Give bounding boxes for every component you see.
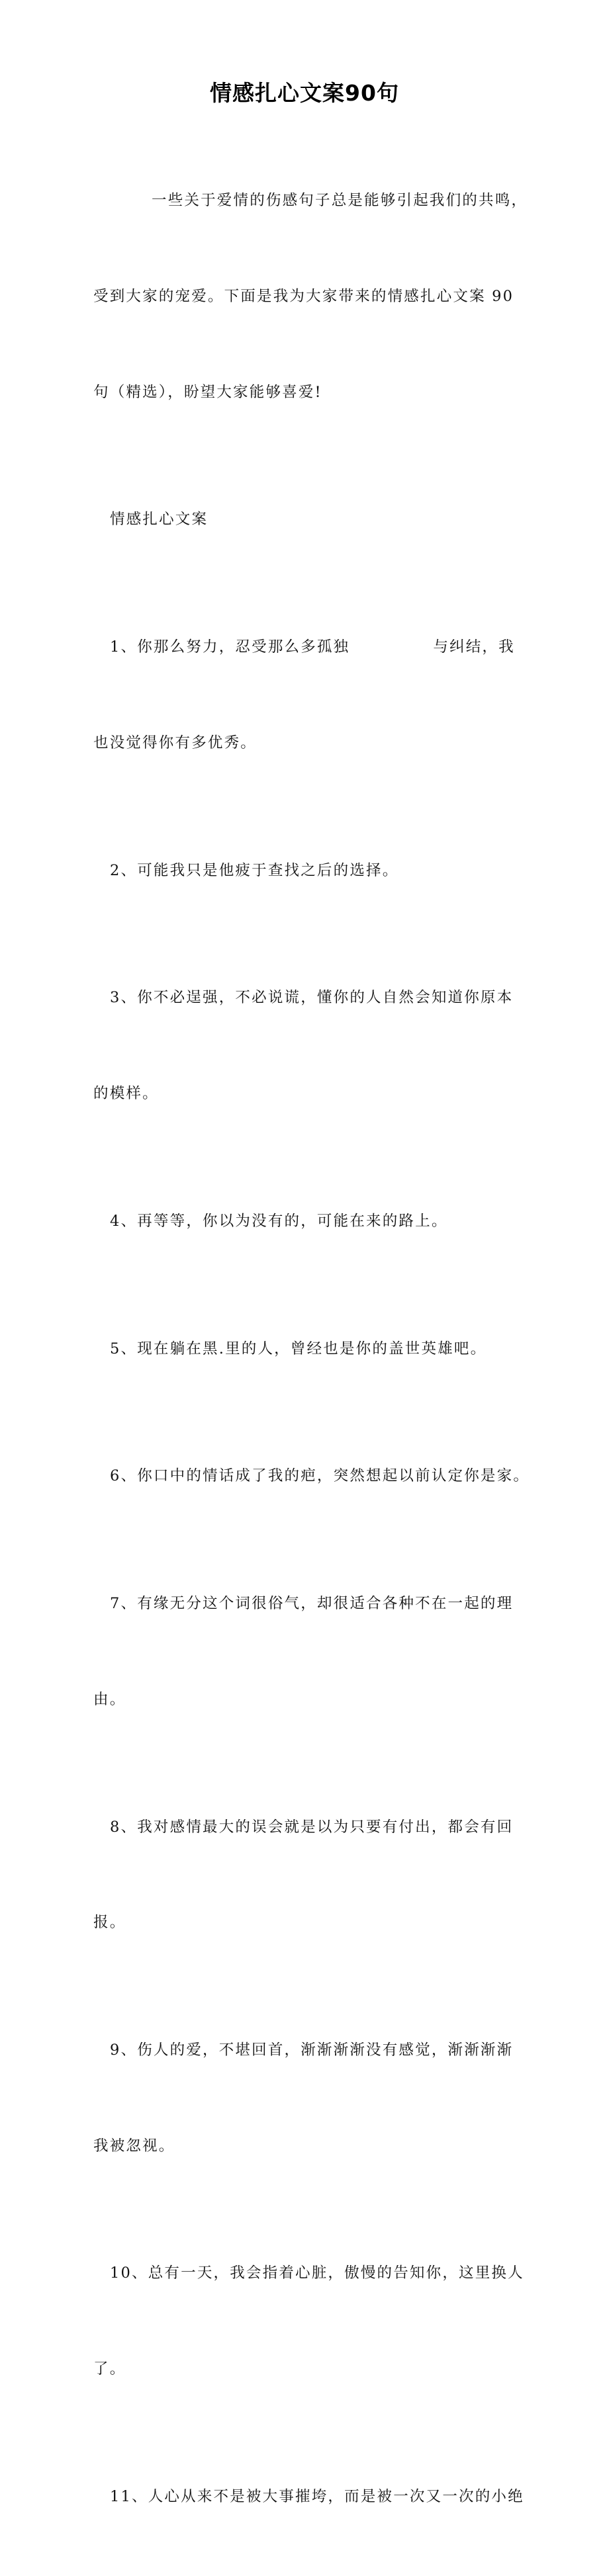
list-item-7-line-2: 由。	[93, 1690, 126, 1708]
list-item-9-line-1: 9、伤人的爱，不堪回首，渐渐渐渐没有感觉，渐渐渐渐	[110, 2041, 514, 2059]
list-item-3-line-1: 3、你不必逞强，不必说谎，懂你的人自然会知道你原本	[110, 989, 514, 1007]
intro-line-2: 受到大家的宠爱。下面是我为大家带来的情感扎心文案 90	[93, 288, 514, 305]
list-item-10-line-2: 了。	[93, 2360, 126, 2378]
list-item-11-line-1: 11、人心从来不是被大事摧垮，而是被一次又一次的小绝	[110, 2487, 524, 2505]
list-item-1-line-1	[93, 631, 530, 663]
list-item-1-text-b: 与纠结，我	[433, 638, 515, 656]
section-heading: 情感扎心文案	[110, 511, 209, 529]
list-item-8-line-1: 8、我对感情最大的误会就是以为只要有付出，都会有回	[110, 1818, 514, 1836]
list-item-9-line-2: 我被忽视。	[93, 2137, 175, 2155]
list-item-6: 6、你口中的情话成了我的疤，突然想起以前认定你是家。	[110, 1467, 530, 1485]
list-item-1-text-a: 1、你那么努力，忍受那么多孤独	[110, 638, 350, 656]
list-item-10-line-1: 10、总有一天，我会指着心脏，傲慢的告知你，这里换人	[110, 2264, 524, 2282]
list-item-5: 5、现在躺在黑.里的人，曾经也是你的盖世英雄吧。	[110, 1340, 487, 1357]
list-item-4: 4、再等等，你以为没有的，可能在来的路上。	[110, 1212, 448, 1230]
list-item-3-line-2: 的模样。	[93, 1084, 159, 1102]
document-body	[93, 121, 530, 2576]
intro-line-3: 句（精选），盼望大家能够喜爱!	[93, 383, 322, 401]
document-title: 情感扎心文案90句	[210, 80, 399, 106]
intro-line-1: 一些关于爱情的伤感句子总是能够引起我们的共鸣，	[152, 192, 528, 210]
list-item-2: 2、可能我只是他疲于查找之后的选择。	[110, 861, 399, 879]
list-item-1-line-2: 也没觉得你有多优秀。	[93, 734, 258, 751]
list-item-7-line-1: 7、有缘无分这个词很俗气，却很适合各种不在一起的理	[110, 1595, 514, 1613]
list-item-8-line-2: 报。	[93, 1914, 126, 1932]
